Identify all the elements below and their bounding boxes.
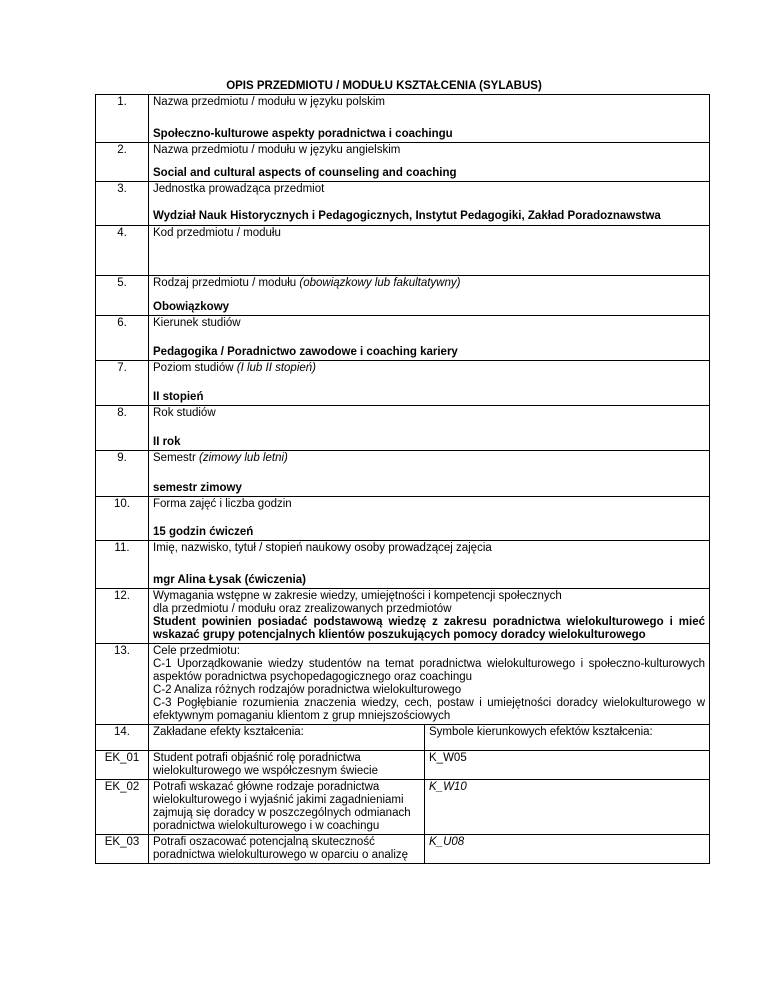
row-content xyxy=(149,182,710,226)
row-number: 14. xyxy=(96,725,149,751)
row-value: Student powinien posiadać podstawową wiedzę z zakresu poradnictwa wielokulturowego i mieć wskazać grupy potencjalnych klientów poszukujących pomocy doradcy wielokulturowego xyxy=(153,616,706,641)
effect-code: EK_02 xyxy=(96,780,149,835)
row-content xyxy=(149,406,710,451)
row-course-code xyxy=(96,226,710,276)
row-lecturer xyxy=(96,541,710,589)
row-number: 1. xyxy=(96,95,149,143)
effect-row xyxy=(96,780,710,835)
row-number: 2. xyxy=(96,143,149,182)
symbols-label: Symbole kierunkowych efektów kształcenia: xyxy=(429,726,653,738)
row-content xyxy=(149,589,710,644)
row-course-name-pl xyxy=(96,95,710,143)
row-class-form xyxy=(96,497,710,541)
row-value: Społeczno-kulturowe aspekty poradnictwa i coachingu xyxy=(153,128,453,140)
row-content xyxy=(149,361,710,406)
row-value: 15 godzin ćwiczeń xyxy=(153,526,254,538)
effect-text: Potrafi wskazać główne rodzaje poradnictwa wielokulturowego i wyjaśnić jakimi zagadnieniami zajmują się doradcy w poszczególnych odmianach poradnictwa wielokulturowego i w coachingu xyxy=(149,780,425,835)
effect-text: Student potrafi objaśnić rolę poradnictwa wielokulturowego we współczesnym świecie xyxy=(149,751,425,780)
row-label: Kierunek studiów xyxy=(153,317,241,329)
row-label: Imię, nazwisko, tytuł / stopień naukowy osoby prowadzącej zajęcia xyxy=(153,542,492,554)
row-label-line-1: Wymagania wstępne w zakresie wiedzy, umiejętności i kompetencji społecznych xyxy=(153,590,562,602)
effect-symbol: K_W10 xyxy=(425,780,710,835)
row-label: Nazwa przedmiotu / modułu w języku polskim xyxy=(153,96,386,108)
row-value: Wydział Nauk Historycznych i Pedagogicznych, Instytut Pedagogiki, Zakład Poradoznawstwa xyxy=(153,210,661,222)
row-label: Rok studiów xyxy=(153,407,216,419)
row-value: semestr zimowy xyxy=(153,482,242,494)
row-learning-outcomes-header xyxy=(96,725,710,751)
row-content xyxy=(149,95,710,143)
goal-item: C-2 Analiza różnych rodzajów poradnictwa wielokulturowego xyxy=(153,684,462,696)
effect-symbol: K_W05 xyxy=(425,751,710,780)
effect-row xyxy=(96,751,710,780)
row-value: II rok xyxy=(153,436,181,448)
symbols-label-cell xyxy=(425,725,710,751)
row-content xyxy=(149,276,710,316)
row-number: 4. xyxy=(96,226,149,276)
row-value: II stopień xyxy=(153,391,204,403)
row-number: 12. xyxy=(96,589,149,644)
row-number: 3. xyxy=(96,182,149,226)
effect-code: EK_03 xyxy=(96,835,149,864)
row-number: 7. xyxy=(96,361,149,406)
row-label-line-2: dla przedmiotu / modułu oraz zrealizowanych przedmiotów xyxy=(153,603,452,615)
effect-code: EK_01 xyxy=(96,751,149,780)
row-field-of-study xyxy=(96,316,710,361)
row-number: 13. xyxy=(96,644,149,725)
row-label-text: Semestr xyxy=(153,452,200,464)
row-prerequisites xyxy=(96,589,710,644)
row-number: 8. xyxy=(96,406,149,451)
row-number: 6. xyxy=(96,316,149,361)
syllabus-table xyxy=(95,94,710,864)
row-label-note: (zimowy lub letni) xyxy=(199,452,288,464)
row-content xyxy=(149,316,710,361)
outcomes-label-cell xyxy=(149,725,425,751)
row-course-name-en xyxy=(96,143,710,182)
row-value: Pedagogika / Poradnictwo zawodowe i coaching kariery xyxy=(153,346,458,358)
row-course-type xyxy=(96,276,710,316)
row-label-note: (obowiązkowy lub fakultatywny) xyxy=(299,277,461,289)
row-content xyxy=(149,497,710,541)
row-label: Nazwa przedmiotu / modułu w języku angielskim xyxy=(153,144,401,156)
row-label: Kod przedmiotu / modułu xyxy=(153,227,281,239)
effect-symbol: K_U08 xyxy=(425,835,710,864)
row-study-level xyxy=(96,361,710,406)
row-label-text: Poziom studiów xyxy=(153,362,237,374)
row-label: Forma zajęć i liczba godzin xyxy=(153,498,292,510)
row-label: Cele przedmiotu: xyxy=(153,645,240,657)
goal-item: C-1 Uporządkowanie wiedzy studentów na temat poradnictwa wielokulturowego i społeczno-kulturowych aspektów poradnictwa psychopedagogicznego oraz coachingu xyxy=(153,658,706,683)
effect-text: Potrafi oszacować potencjalną skuteczność poradnictwa wielokulturowego w oparciu o analizę xyxy=(149,835,425,864)
row-course-goals xyxy=(96,644,710,725)
row-label-text: Rodzaj przedmiotu / modułu xyxy=(153,277,300,289)
row-study-year xyxy=(96,406,710,451)
row-value: Social and cultural aspects of counseling and coaching xyxy=(153,167,457,179)
row-value: mgr Alina Łysak (ćwiczenia) xyxy=(153,574,306,586)
row-unit xyxy=(96,182,710,226)
row-label xyxy=(153,362,705,375)
row-semester xyxy=(96,451,710,497)
row-number: 10. xyxy=(96,497,149,541)
goal-item: C-3 Pogłębianie rozumienia znaczenia wiedzy, cech, postaw i umiejętności doradcy wielokulturowego w efektywnym pomaganiu klientom z grup mniejszościowych xyxy=(153,697,706,722)
row-content xyxy=(149,451,710,497)
syllabus-table-body xyxy=(96,95,710,864)
outcomes-label: Zakładane efekty kształcenia: xyxy=(153,726,304,738)
row-content xyxy=(149,226,710,276)
row-label xyxy=(153,277,705,290)
row-content xyxy=(149,541,710,589)
effect-row xyxy=(96,835,710,864)
row-label-note: (I lub II stopień) xyxy=(236,362,316,374)
row-content xyxy=(149,644,710,725)
row-label xyxy=(153,452,705,465)
row-number: 5. xyxy=(96,276,149,316)
row-number: 11. xyxy=(96,541,149,589)
row-content xyxy=(149,143,710,182)
row-number: 9. xyxy=(96,451,149,497)
document-title: OPIS PRZEDMIOTU / MODUŁU KSZTAŁCENIA (SYLABUS) xyxy=(226,80,542,92)
row-label: Jednostka prowadząca przedmiot xyxy=(153,183,325,195)
row-value: Obowiązkowy xyxy=(153,301,230,313)
